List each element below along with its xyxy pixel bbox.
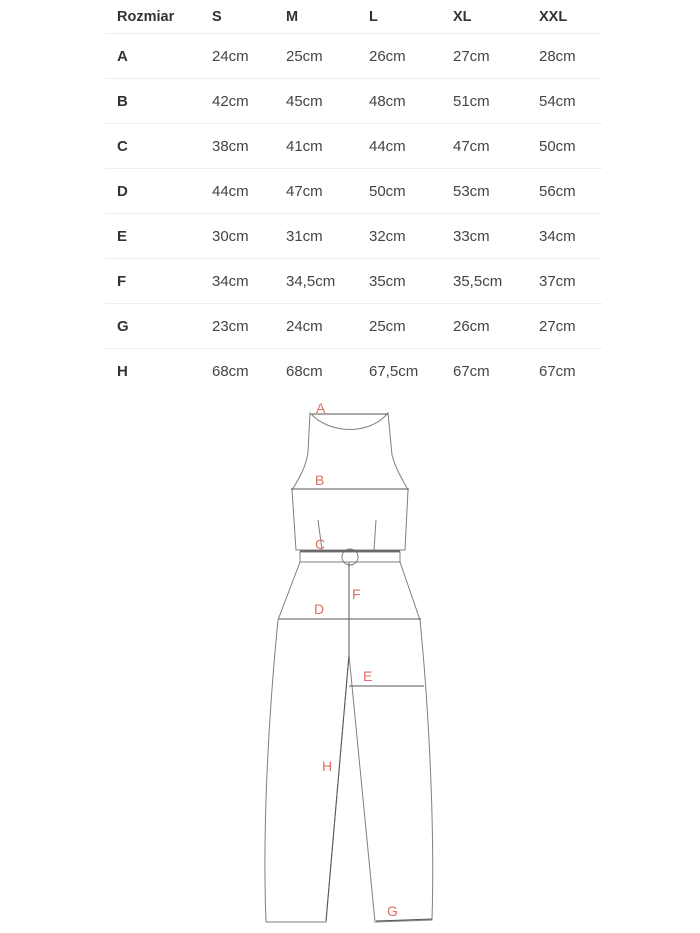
table-cell: 27cm <box>441 34 527 79</box>
label-a: A <box>316 400 326 416</box>
table-cell: 37cm <box>527 259 602 304</box>
table-cell: 25cm <box>357 304 441 349</box>
header-size-xxl: XXL <box>527 0 602 34</box>
table-cell: 42cm <box>200 79 274 124</box>
table-cell: 53cm <box>441 169 527 214</box>
table-cell: 24cm <box>200 34 274 79</box>
table-cell: 44cm <box>357 124 441 169</box>
table-cell: 35,5cm <box>441 259 527 304</box>
table-cell: 41cm <box>274 124 357 169</box>
header-size-m: M <box>274 0 357 34</box>
label-h: H <box>322 758 333 774</box>
row-label: E <box>105 214 200 259</box>
table-cell: 56cm <box>527 169 602 214</box>
table-cell: 47cm <box>441 124 527 169</box>
table-row <box>105 169 602 214</box>
header-size-label: Rozmiar <box>105 0 200 34</box>
label-c: C <box>315 536 326 552</box>
table-cell: 44cm <box>200 169 274 214</box>
table-cell: 67cm <box>453 362 490 380</box>
table-cell: 35cm <box>357 259 441 304</box>
table-cell: 68cm <box>286 362 323 380</box>
header-size-xl: XL <box>441 0 527 34</box>
table-row <box>105 259 602 304</box>
header-size-s: S <box>200 0 274 34</box>
table-row <box>105 214 602 259</box>
table-cell: 45cm <box>274 79 357 124</box>
table-cell: 28cm <box>527 34 602 79</box>
header-size-l: L <box>357 0 441 34</box>
table-cell: 48cm <box>357 79 441 124</box>
label-e: E <box>363 668 373 684</box>
label-d: D <box>314 601 325 617</box>
table-cell: 54cm <box>527 79 602 124</box>
table-cell: 51cm <box>441 79 527 124</box>
table-cell: 27cm <box>527 304 602 349</box>
table-cell: 50cm <box>357 169 441 214</box>
row-label: H <box>117 362 128 380</box>
table-cell: 67cm <box>539 362 576 380</box>
table-cell: 34cm <box>527 214 602 259</box>
row-label: C <box>105 124 200 169</box>
table-cell: 47cm <box>274 169 357 214</box>
table-cell: 31cm <box>274 214 357 259</box>
table-row <box>105 34 602 79</box>
jumpsuit-measurement-diagram <box>0 390 700 933</box>
row-label: D <box>105 169 200 214</box>
size-table-container <box>105 0 602 393</box>
table-cell: 26cm <box>441 304 527 349</box>
row-label: A <box>105 34 200 79</box>
table-row <box>105 304 602 349</box>
table-row <box>105 124 602 169</box>
table-cell: 26cm <box>357 34 441 79</box>
table-cell: 34,5cm <box>274 259 357 304</box>
table-cell: 30cm <box>200 214 274 259</box>
measurement-lines <box>279 414 432 921</box>
label-b: B <box>315 472 325 488</box>
table-row <box>105 79 602 124</box>
row-label: G <box>105 304 200 349</box>
table-cell: 50cm <box>527 124 602 169</box>
row-label: B <box>105 79 200 124</box>
table-row <box>105 349 602 394</box>
table-cell: 32cm <box>357 214 441 259</box>
measure-h-line <box>326 655 349 921</box>
table-cell: 67,5cm <box>369 362 419 380</box>
table-cell: 33cm <box>441 214 527 259</box>
measurement-labels <box>314 400 398 919</box>
table-cell: 34cm <box>200 259 274 304</box>
table-cell: 68cm <box>212 362 249 380</box>
table-cell: 24cm <box>274 304 357 349</box>
size-table-header-row <box>105 0 602 34</box>
table-cell: 23cm <box>200 304 274 349</box>
row-label: F <box>105 259 200 304</box>
label-f: F <box>352 586 361 602</box>
table-cell: 25cm <box>274 34 357 79</box>
label-g: G <box>387 903 398 919</box>
size-table <box>105 0 602 393</box>
table-cell: 38cm <box>200 124 274 169</box>
